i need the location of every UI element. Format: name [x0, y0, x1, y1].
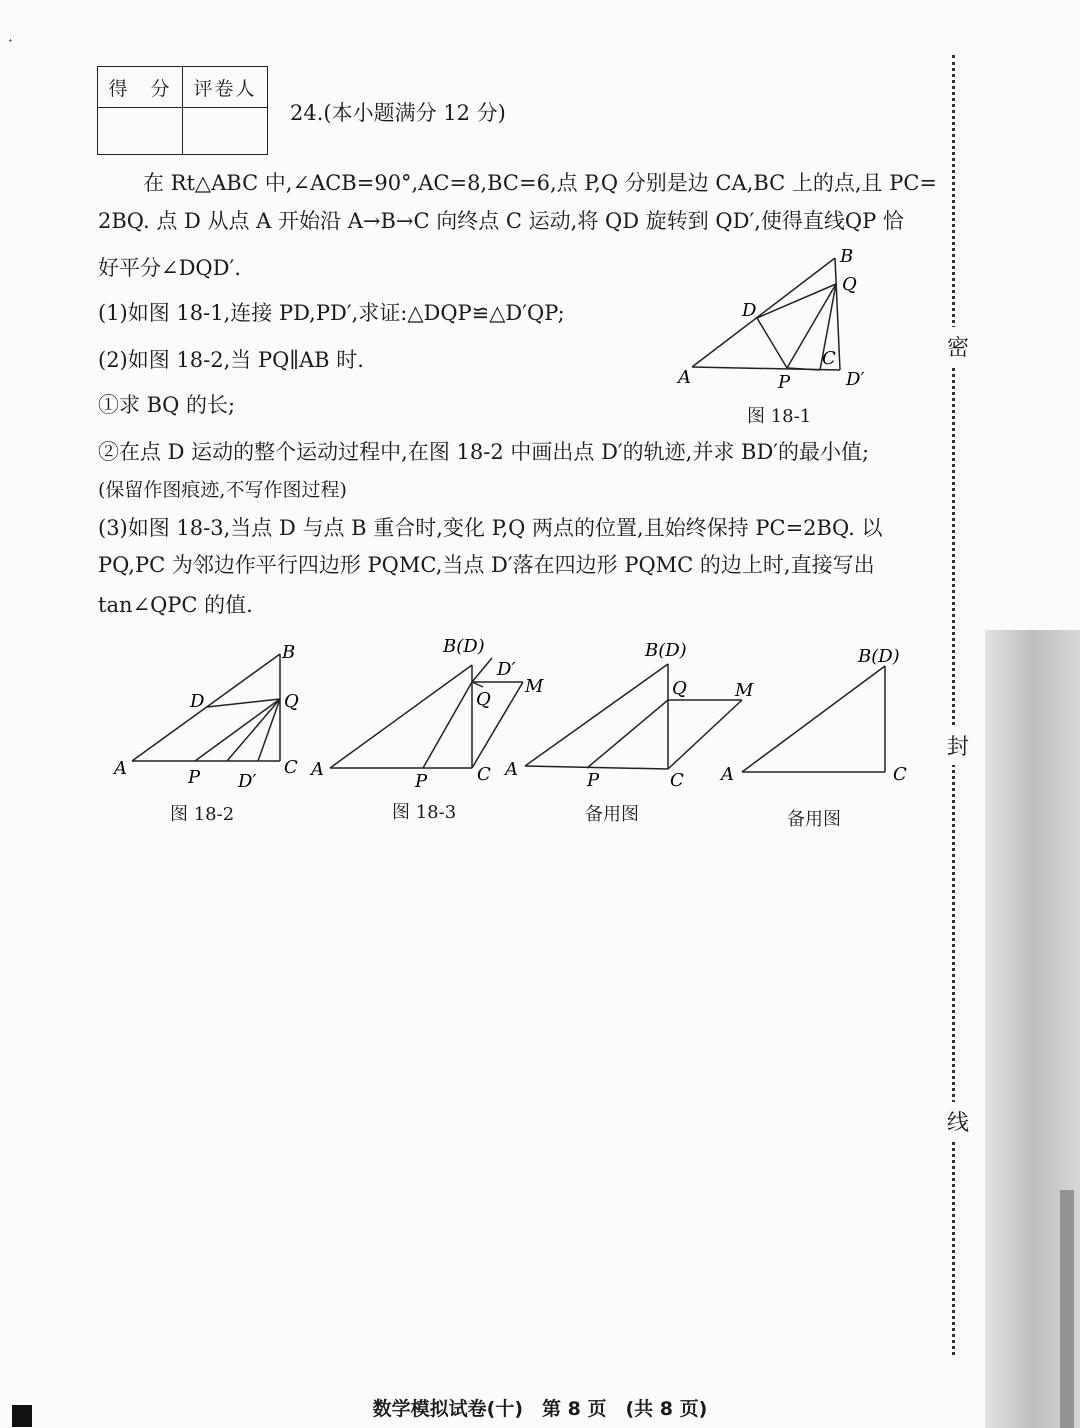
- question-line: 在 Rt△ABC 中,∠ACB=90°,AC=8,BC=6,点 P,Q 分别是边 CA,BC 上的点,且 PC=: [143, 171, 938, 195]
- seal-line: [952, 55, 955, 1355]
- label-P: P: [587, 770, 600, 791]
- score-table: [97, 66, 268, 155]
- label-Q: Q: [672, 678, 687, 699]
- question-line: tan∠QPC 的值.: [98, 593, 253, 617]
- caption-spare-1: 备用图: [585, 804, 639, 825]
- label-P: P: [415, 771, 428, 792]
- seg-AB: [330, 665, 472, 768]
- seg-DP: [757, 318, 787, 368]
- label-B: B: [282, 642, 296, 663]
- seg-QB-tick: [472, 658, 492, 682]
- label-BD: B(D): [858, 646, 900, 667]
- question-line: PQ,PC 为邻边作平行四边形 PQMC,当点 D′落在四边形 PQMC 的边上时,直接写出: [98, 553, 875, 577]
- seal-char-xian: 线: [943, 1102, 973, 1141]
- label-Q: Q: [842, 274, 857, 295]
- label-A: A: [114, 758, 127, 779]
- tiny-mark: ᐩ: [8, 36, 13, 50]
- seg-AB: [525, 664, 668, 766]
- seg-AC: [525, 766, 668, 769]
- question-part2-1: ①求 BQ 的长;: [98, 393, 236, 417]
- scan-shadow-edge: [1060, 1190, 1074, 1428]
- seg-AB: [692, 258, 835, 367]
- label-C: C: [284, 757, 298, 778]
- score-label: 得 分: [98, 67, 183, 108]
- label-C: C: [893, 764, 907, 785]
- label-M: M: [525, 676, 544, 697]
- label-C: C: [477, 764, 491, 785]
- caption-18-1: 图 18-1: [747, 406, 812, 427]
- figure-18-2: [110, 640, 310, 795]
- caption-18-2: 图 18-2: [170, 804, 235, 825]
- seg-AB: [132, 654, 280, 761]
- label-P: P: [188, 767, 201, 788]
- label-A: A: [721, 764, 734, 785]
- seg-DQ: [757, 284, 836, 318]
- question-part2: (2)如图 18-2,当 PQ∥AB 时.: [98, 348, 364, 372]
- question-part2-2: ②在点 D 运动的整个运动过程中,在图 18-2 中画出点 D′的轨迹,并求 BD′的最小值;: [98, 440, 870, 464]
- grader-label: 评卷人: [183, 67, 268, 108]
- figure-18-1: [660, 240, 880, 400]
- caption-spare-2: 备用图: [787, 809, 841, 830]
- seg-QDp: [258, 699, 280, 761]
- label-BD: B(D): [645, 640, 687, 661]
- label-A: A: [311, 759, 324, 780]
- seg-Q-line: [227, 699, 280, 761]
- spare-figure-2: [715, 640, 925, 795]
- question-part1: (1)如图 18-1,连接 PD,PD′,求证:△DQP≌△D′QP;: [98, 301, 565, 325]
- label-BD: B(D): [443, 636, 485, 657]
- score-cell[interactable]: [98, 108, 183, 155]
- label-Dp: D′: [846, 369, 865, 390]
- grader-cell[interactable]: [183, 108, 268, 155]
- label-M: M: [735, 680, 754, 701]
- seg-QP: [195, 699, 280, 761]
- label-A: A: [505, 759, 518, 780]
- seg-DQ: [207, 699, 280, 707]
- question-part2-note: (保留作图痕迹,不写作图过程): [98, 479, 347, 501]
- label-P: P: [778, 372, 791, 393]
- label-B: B: [840, 246, 854, 267]
- label-C: C: [822, 348, 836, 369]
- label-Dp: D′: [497, 659, 516, 680]
- seg-AB: [742, 666, 885, 772]
- question-part3: (3)如图 18-3,当点 D 与点 B 重合时,变化 P,Q 两点的位置,且始终保持 PC=2BQ. 以: [98, 516, 883, 540]
- label-A: A: [678, 367, 691, 388]
- question-header: 24.(本小题满分 12 分): [290, 101, 506, 125]
- caption-18-3: 图 18-3: [392, 802, 457, 823]
- question-line: 好平分∠DQD′.: [98, 256, 241, 280]
- label-D: D: [742, 300, 757, 321]
- seal-char-feng: 封: [943, 726, 973, 765]
- seal-char-mi: 密: [943, 327, 973, 366]
- label-D: D: [190, 691, 205, 712]
- label-Q: Q: [476, 689, 491, 710]
- label-C: C: [670, 770, 684, 791]
- label-Q: Q: [284, 691, 299, 712]
- label-Dp: D′: [238, 771, 257, 792]
- page-footer: 数学模拟试卷(十) 第 8 页 (共 8 页): [372, 1398, 708, 1420]
- seg-PQ: [587, 700, 668, 768]
- question-line: 2BQ. 点 D 从点 A 开始沿 A→B→C 向终点 C 运动,将 QD 旋转到 QD′,使得直线QP 恰: [98, 209, 904, 233]
